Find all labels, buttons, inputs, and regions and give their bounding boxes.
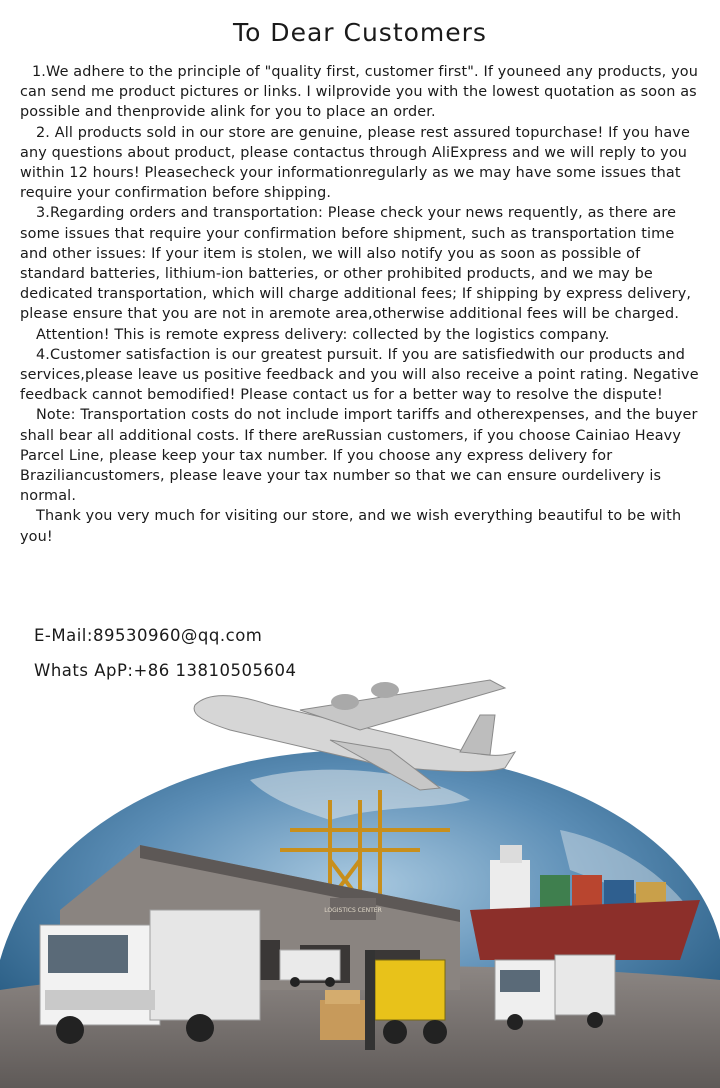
contact-email: E-Mail:89530960@qq.com [34, 626, 263, 645]
paragraph-attention: Attention! This is remote express delivery: collected by the logistics company. [36, 326, 610, 343]
paragraph-thanks: Thank you very much for visiting our store, and we wish everything beautiful to be with you! [20, 508, 682, 545]
logistics-illustration [0, 660, 720, 1088]
page-title: To Dear Customers [233, 18, 487, 47]
paragraph-quality: 1.We adhere to the principle of "quality first, customer first". If youneed any products, you can send me product pictures or links. I wilprovide you with the lowest quotation as soon as possible and thenprovide alink for you to place an order. [20, 64, 698, 121]
paragraph-orders: 3.Regarding orders and transportation: Please check your news requently, as there are some issues that require your confirmation before shipment, such as transportation time and other issues: If your item is stolen, we will also notify you as soon as possible of standard batteries, lithium-ion batteries, or other prohibited products, and we may be dedicated transportation, which will charge additional fees; If shipping by express delivery, please ensure that you are not in aremote area,otherwise additional fees will be charged. [20, 205, 692, 323]
warehouse-sign: LOGISTICS CENTER [324, 907, 382, 914]
paragraph-satisfaction: 4.Customer satisfaction is our greatest pursuit. If you are satisfiedwith our products and services,please leave us positive feedback and you will also receive a point rating. Negative feedback cannot bemodified! Please contact us for a better way to resolve the dispute! [20, 346, 699, 404]
notice-body [20, 62, 704, 547]
paragraph-genuine: 2. All products sold in our store are genuine, please rest assured topurchase! If you have any questions about product, please contactus through AliExpress and we will reply to you within 12 hours! Pleasecheck your informationregularly as we may have some issues that require your confirmation before shipping. [20, 124, 690, 202]
contact-whatsapp: Whats ApP:+86 13810505604 [34, 661, 297, 680]
truck-right [495, 955, 615, 1030]
paragraph-note: Note: Transportation costs do not include import tariffs and otherexpenses, and the buyer shall bear all additional costs. If there areRussian customers, if you choose Cainiao Heavy Parcel Line, please keep your tax number. If you choose any express delivery for Braziliancustomers, please leave your tax number so that we can ensure ourdelivery is normal. [20, 407, 698, 505]
